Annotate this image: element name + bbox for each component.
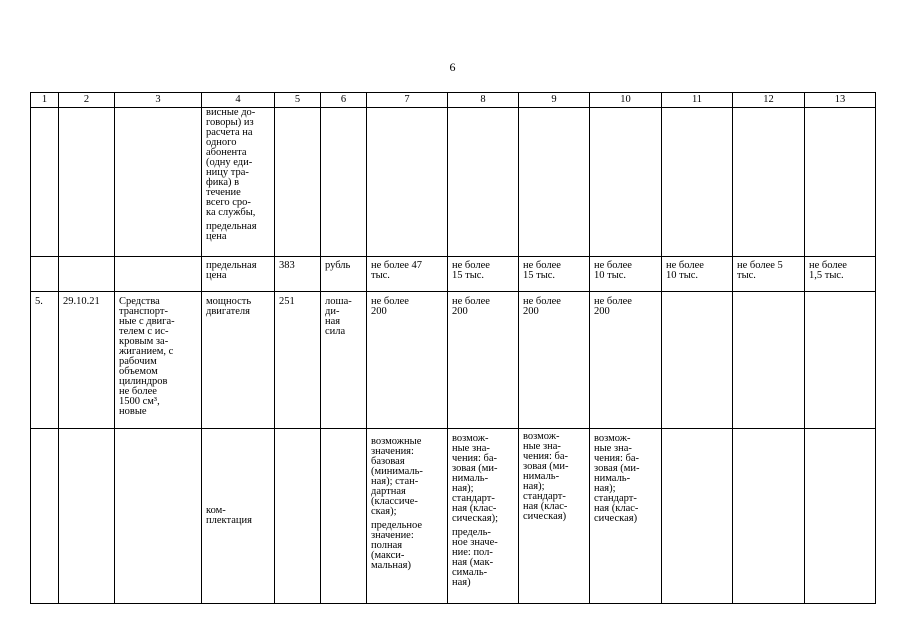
header-cell: 5 <box>275 93 321 108</box>
cell-line: 200 <box>452 306 468 317</box>
cell-line: ная (клас- <box>594 503 639 514</box>
table-cell <box>805 257 876 292</box>
cell-line: ные зна- <box>594 443 632 454</box>
cell-line: кровым за- <box>119 336 169 347</box>
cell-line: ные зна- <box>523 441 561 452</box>
table-cell: 251 <box>275 292 321 429</box>
cell-line: плектация <box>206 515 252 526</box>
classification-table <box>30 92 876 604</box>
cell-line: не более <box>452 260 490 271</box>
cell-line: ная (клас- <box>523 501 568 512</box>
cell-line: не более <box>809 260 847 271</box>
table-cell <box>448 257 519 292</box>
table-cell <box>519 257 590 292</box>
table-cell <box>202 257 275 292</box>
cell-line: чения: ба- <box>452 453 498 464</box>
cell-line: ная <box>325 316 341 327</box>
table-cell <box>590 292 662 429</box>
header-cell: 10 <box>590 93 662 108</box>
header-cell: 8 <box>448 93 519 108</box>
cell-line: сическая); <box>452 513 498 524</box>
header-cell: 13 <box>805 93 876 108</box>
table-cell <box>321 292 367 429</box>
cell-line: чения: ба- <box>594 453 640 464</box>
cell-line: не более <box>371 296 409 307</box>
cell-line: ная (клас- <box>452 503 497 514</box>
header-cell: 4 <box>202 93 275 108</box>
header-cell: 1 <box>31 93 59 108</box>
cell-line: нималь- <box>523 471 560 482</box>
cell-line: одного <box>206 137 237 148</box>
cell-line: ная); <box>452 483 474 494</box>
cell-line: двигателя <box>206 306 250 317</box>
cell-line: зовая (ми- <box>594 463 640 474</box>
table-row <box>31 108 876 257</box>
cell-line: (макси- <box>371 550 405 561</box>
cell-line: ние: пол- <box>452 547 493 558</box>
cell-line: ка службы, <box>206 207 256 218</box>
cell-line: ная) <box>452 577 471 588</box>
cell-line: лоша- <box>325 296 352 307</box>
header-cell: 9 <box>519 93 590 108</box>
cell-line: стандарт- <box>452 493 495 504</box>
cell-line: предельная <box>206 221 257 232</box>
table-cell <box>367 257 448 292</box>
header-row <box>31 93 876 108</box>
cell-line: не более <box>666 260 704 271</box>
cell-line: всего сро- <box>206 197 251 208</box>
cell-line: не более 5 <box>737 260 783 271</box>
table-cell <box>590 257 662 292</box>
cell-line: стандарт- <box>523 491 566 502</box>
cell-line: цена <box>206 270 227 281</box>
cell-line: (классиче- <box>371 496 418 507</box>
cell-line: стандарт- <box>594 493 637 504</box>
cell-line: не более 47 <box>371 260 423 271</box>
cell-line: 1,5 тыс. <box>809 270 844 281</box>
cell-line: не более <box>119 386 157 397</box>
cell-line: тыс. <box>737 270 756 281</box>
table-cell <box>202 429 275 604</box>
cell-line: базовая <box>371 456 405 467</box>
cell-line: ная); стан- <box>371 476 419 487</box>
table-cell <box>202 108 275 257</box>
table-cell <box>519 429 590 604</box>
cell-line: возмож- <box>523 431 560 442</box>
cell-line: 1500 см³, <box>119 396 160 407</box>
table-cell: рубль <box>321 257 367 292</box>
cell-line: 10 тыс. <box>666 270 699 281</box>
table-cell <box>590 429 662 604</box>
cell-line: не более <box>594 260 632 271</box>
cell-line: возмож- <box>452 433 489 444</box>
table-row <box>31 429 876 604</box>
cell-line: не более <box>594 296 632 307</box>
cell-line: цена <box>206 231 227 242</box>
cell-line: жиганием, с <box>119 346 174 357</box>
cell-line: 200 <box>523 306 539 317</box>
cell-line: течение <box>206 187 241 198</box>
table-row <box>31 257 876 292</box>
cell-line: мощность <box>206 296 252 307</box>
table-cell <box>367 429 448 604</box>
table-cell <box>367 292 448 429</box>
header-cell: 3 <box>115 93 202 108</box>
cell-line: (одну еди- <box>206 157 253 168</box>
page-number: 6 <box>449 60 456 74</box>
table-cell <box>662 257 733 292</box>
cell-line: говоры) из <box>206 117 254 128</box>
cell-line: нималь- <box>594 473 631 484</box>
cell-line: 15 тыс. <box>523 270 556 281</box>
cell-line: 10 тыс. <box>594 270 627 281</box>
cell-line: абонента <box>206 147 247 158</box>
table-row <box>31 292 876 429</box>
header-cell: 2 <box>59 93 115 108</box>
cell-line: мальная) <box>371 560 411 571</box>
cell-line: ные зна- <box>452 443 490 454</box>
cell-line: рабочим <box>119 356 157 367</box>
cell-line: новые <box>119 406 147 417</box>
cell-line: телем с ис- <box>119 326 169 337</box>
cell-line: предельная <box>206 260 257 271</box>
cell-line: висные до- <box>206 107 256 118</box>
cell-line: ком- <box>206 505 226 516</box>
cell-line: возмож- <box>594 433 631 444</box>
cell-line: ное значе- <box>452 537 498 548</box>
cell-line: зовая (ми- <box>523 461 569 472</box>
cell-line: 200 <box>371 306 387 317</box>
header-cell: 7 <box>367 93 448 108</box>
cell-line: ные с двига- <box>119 316 175 327</box>
row-number: 5. <box>31 292 59 429</box>
cell-line: чения: ба- <box>523 451 569 462</box>
cell-line: сималь- <box>452 567 488 578</box>
cell-line: предельное <box>371 520 423 531</box>
cell-line: Средства <box>119 296 160 307</box>
cell-line: нималь- <box>452 473 489 484</box>
cell-line: значение: <box>371 530 414 541</box>
header-cell: 12 <box>733 93 805 108</box>
table-cell: 383 <box>275 257 321 292</box>
cell-line: дартная <box>371 486 406 497</box>
header-cell: 6 <box>321 93 367 108</box>
cell-line: значения: <box>371 446 414 457</box>
cell-line: ная); <box>523 481 545 492</box>
cell-line: 15 тыс. <box>452 270 485 281</box>
table-cell <box>202 292 275 429</box>
cell-line: полная <box>371 540 403 551</box>
cell-line: ная (мак- <box>452 557 494 568</box>
cell-line: предель- <box>452 527 491 538</box>
cell-line: ницу тра- <box>206 167 249 178</box>
cell-line: ди- <box>325 306 340 317</box>
table-cell <box>448 292 519 429</box>
cell-line: возможные <box>371 436 422 447</box>
cell-line: транспорт- <box>119 306 168 317</box>
cell-line: ная); <box>594 483 616 494</box>
header-cell: 11 <box>662 93 733 108</box>
cell-line: не более <box>523 260 561 271</box>
cell-line: сила <box>325 326 346 337</box>
cell-line: зовая (ми- <box>452 463 498 474</box>
cell-line: тыс. <box>371 270 390 281</box>
table-cell <box>448 429 519 604</box>
cell-line: ская); <box>371 506 397 517</box>
cell-line: объемом <box>119 366 158 377</box>
product-name-cell <box>115 292 202 429</box>
cell-line: не более <box>452 296 490 307</box>
code-cell: 29.10.21 <box>59 292 115 429</box>
table-cell <box>733 257 805 292</box>
cell-line: сическая) <box>594 513 638 524</box>
cell-line: сическая) <box>523 511 567 522</box>
table-cell <box>519 292 590 429</box>
cell-line: не более <box>523 296 561 307</box>
cell-line: фика) в <box>206 177 240 188</box>
cell-line: цилиндров <box>119 376 168 387</box>
cell-line: 200 <box>594 306 610 317</box>
cell-line: (минималь- <box>371 466 423 477</box>
cell-line: расчета на <box>206 127 253 138</box>
